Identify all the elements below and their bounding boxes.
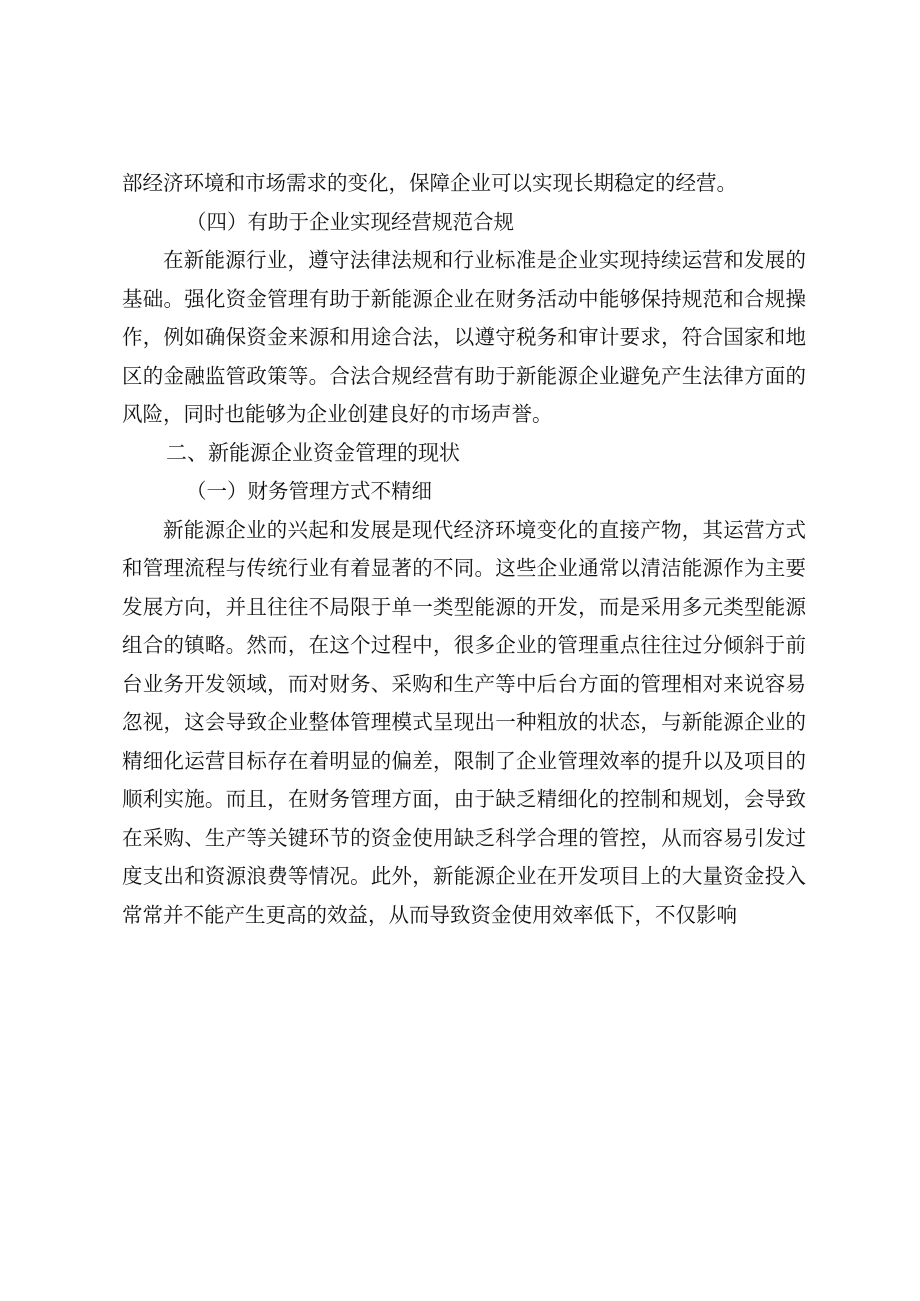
paragraph-financial-management: 新能源企业的兴起和发展是现代经济环境变化的直接产物，其运营方式和管理流程与传统行业有着显著的不同。这些企业通常以清洁能源作为主要发展方向，并且往往不局限于单一类型能源的开发，而是采用多元类型能源组合的镇略。然而，在这个过程中，很多企业的管理重点往往过分倾斜于前台业务开发领域，而对财务、采购和生产等中后台方面的管理相对来说容易忽视，这会导致企业整体管理模式呈现出一种粗放的状态，与新能源企业的精细化运营目标存在着明显的偏差，限制了企业管理效率的提升以及项目的顺利实施。而且，在财务管理方面，由于缺乏精细化的控制和规划，会导致在采购、生产等关键环节的资金使用缺乏科学合理的管控，从而容易引发过度支出和资源浪费等情况。此外，新能源企业在开发项目上的大量资金投入常常并不能产生更高的效益，从而导致资金使用效率低下，不仅影响: [122, 517, 806, 927]
subheading-1: （一）财务管理方式不精细: [186, 479, 432, 503]
paragraph-compliance: 在新能源行业，遵守法律法规和行业标准是企业实现持续运营和发展的基础。强化资金管理有助于新能源企业在财务活动中能够保持规范和合规操作，例如确保资金来源和用途合法，以遵守税务和审计要求，符合国家和地区的金融监管政策等。合法合规经营有助于新能源企业避免产生法律方面的风险，同时也能够为企业创建良好的市场声誉。: [122, 248, 806, 426]
paragraph-continuation: 部经济环境和市场需求的变化，保障企业可以实现长期稳定的经营。: [122, 171, 737, 195]
subheading-4: （四）有助于企业实现经营规范合规: [186, 209, 514, 234]
section-title-2: 二、新能源企业资金管理的现状: [166, 440, 460, 465]
document-body: [122, 164, 806, 934]
